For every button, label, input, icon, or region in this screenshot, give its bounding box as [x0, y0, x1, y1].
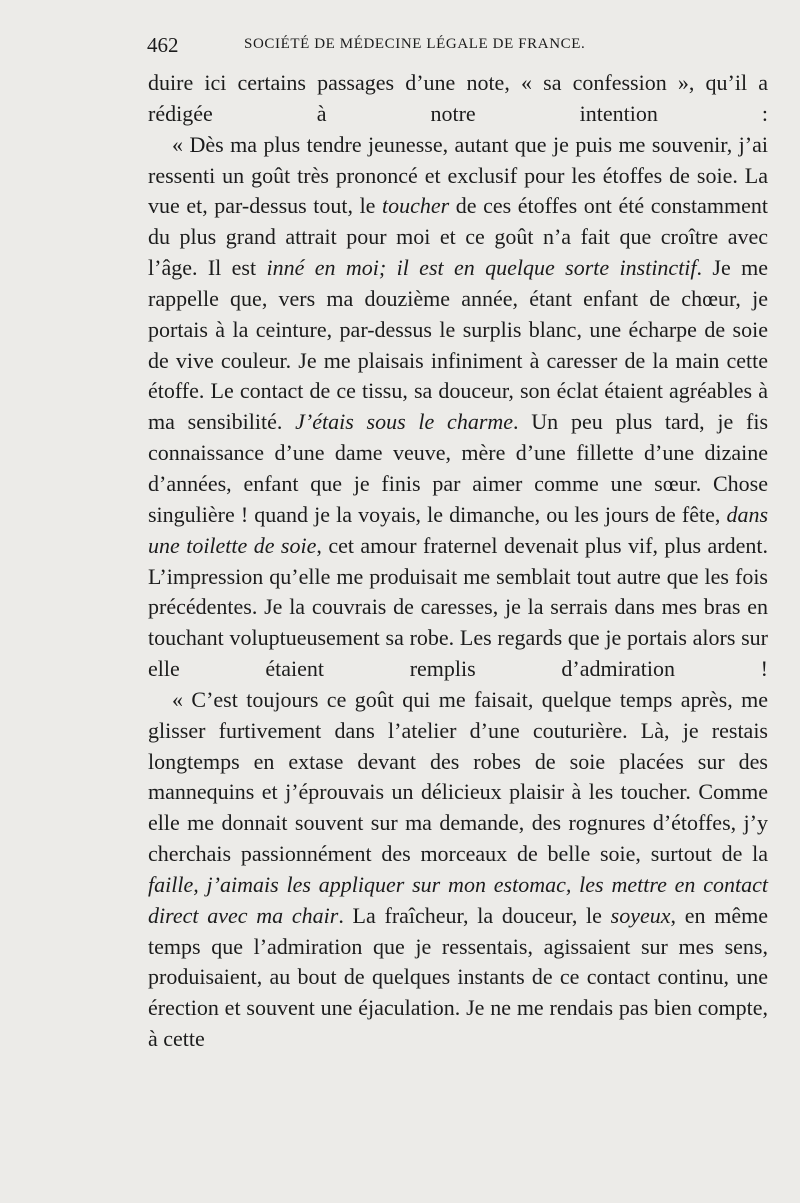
paragraph-2-italic-h: dans une toilette de soie [148, 501, 768, 558]
paragraph-2 [148, 130, 768, 685]
paragraph-1 [148, 68, 768, 130]
page-number: 462 [147, 33, 179, 57]
paragraph-3-text-e: , en même temps que l’admiration que je ressentais, agissaient sur mes sens, produisaient, au bout de quelques instants de ce contact continu, une érection et souvent une éjaculation. Je ne me rendais pas bien compte, à cette [148, 902, 768, 1052]
page-header [147, 33, 747, 57]
running-title: SOCIÉTÉ DE MÉDECINE LÉGALE DE FRANCE. [244, 36, 586, 52]
paragraph-2-text-i: , cet amour fraternel devenait plus vif, plus ardent. L’impression qu’elle me produisait me semblait tout autre que les fois précédentes. Je la couvrais de caresses, je la serrais dans mes bras en touchant voluptueusement sa robe. Les regards que je portais alors sur elle étaient remplis d’admiration ! [148, 532, 768, 682]
paragraph-3-text-c: . La fraîcheur, la douceur, le [338, 902, 611, 928]
paragraph-3-italic-b: faille, j’aimais les appliquer sur mon estomac, les mettre en contact direct avec ma chair [148, 871, 768, 928]
paragraph-2-text-a: « Dès ma plus tendre jeunesse, autant que je puis me souvenir, j’ai ressenti un goût très prononcé et exclusif pour les étoffes de soie. La vue et, par-dessus tout, le [148, 131, 768, 219]
paragraph-2-italic-b: toucher [382, 193, 450, 219]
paragraph-2-italic-f: J’étais sous le charme [295, 409, 514, 435]
paragraph-2-text-e: . Je me rappelle que, vers ma douzième année, étant enfant de chœur, je portais à la ceinture, par-dessus le surplis blanc, une écharpe de soie de vive couleur. Je me plaisais infiniment à caresser de la main cette étoffe. Le contact de ce tissu, sa douceur, son éclat étaient agréables à ma sensibilité. [148, 255, 768, 435]
paragraph-2-text-g: . Un peu plus tard, je fis connaissance d’une dame veuve, mère d’une fillette d’une dizaine d’années, enfant que je finis par aimer comme une sœur. Chose singulière ! quand je la voyais, le dimanche, ou les jours de fête, [148, 409, 769, 527]
paragraph-3-italic-d: soyeux [610, 902, 671, 928]
paragraph-1-text: duire ici certains passages d’une note, « sa confession », qu’il a rédigée à notre intention : [148, 70, 768, 126]
paragraph-3 [148, 685, 768, 1055]
body-text [148, 68, 768, 1055]
paragraph-3-text-a: « C’est toujours ce goût qui me faisait, quelque temps après, me glisser furtivement dans l’atelier d’une couturière. Là, je restais longtemps en extase devant des robes de soie placées sur des mannequins et j’éprouvais un délicieux plaisir à les toucher. Comme elle me donnait souvent sur ma demande, des rognures d’étoffes, j’y cherchais passionnément des morceaux de belle soie, surtout de la [148, 686, 768, 867]
paragraph-2-italic-d: inné en moi; il est en quelque sorte instinctif [266, 255, 697, 281]
paragraph-2-text-c: de ces étoffes ont été constamment du plus grand attrait pour moi et ce goût n’a fait que croître avec l’âge. Il est [148, 193, 768, 281]
